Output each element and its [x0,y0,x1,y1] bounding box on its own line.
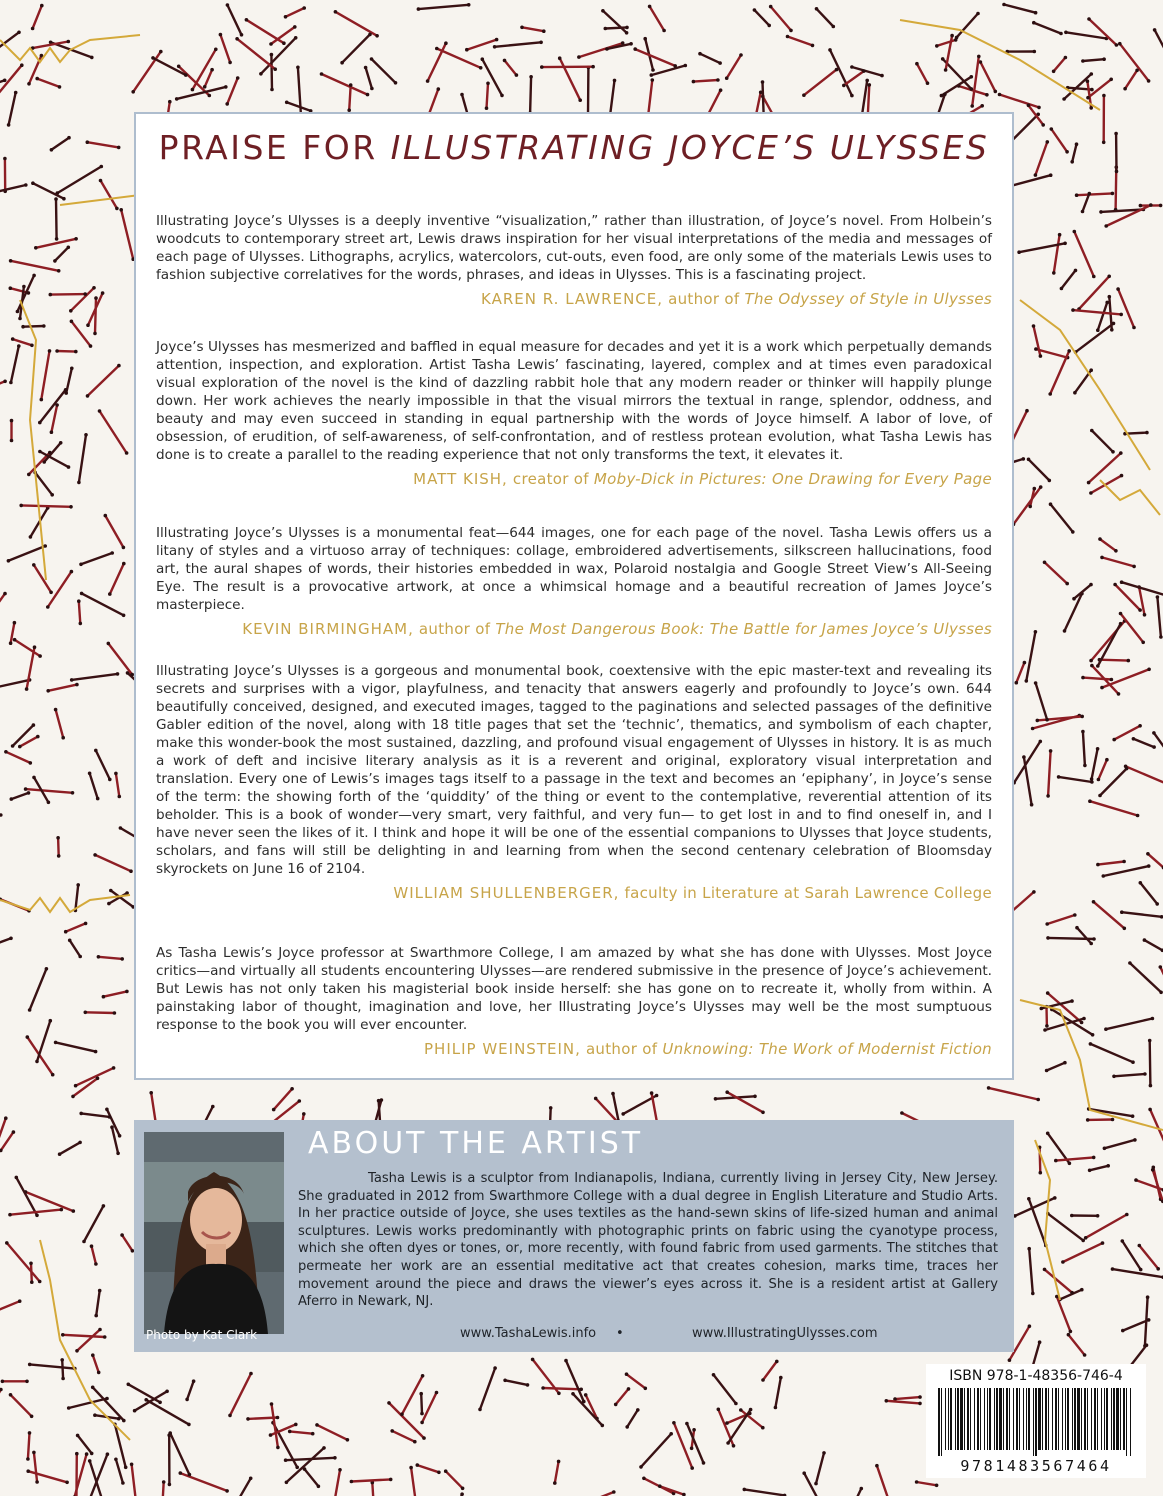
isbn-digits: 9781483567464 [960,1457,1112,1475]
review-text: Joyce’s Ulysses has mesmerized and baffled in equal measure for decades and yet it is a work which perpetually demands attention, inspection, and exploration. Artist Tasha Lewis’ fascinating, layered, complex and at times even paradoxical visual exploration of the novel is the kind of dazzling rabbit hole that any modern reader or thinker will happily plunge down. Her work achieves the nearly impossible in that the visual mirrors the textual in range, splendor, oddness, and beauty and may even succeed in standing in equal partnership with the words of Joyce himself. A labor of love, of obsession, of erudition, of self-awareness, of self-confrontation, and of restless protean evolution, what Tasha Lewis has done is to create a parallel to the reading experience that not only transforms the text, it elevates it. [156,339,992,463]
review-attribution: KEVIN BIRMINGHAM, author of The Most Dangerous Book: The Battle for James Joyce’s Ulysses [242,620,992,638]
isbn-label: ISBN 978-1-48356-746-4 [949,1368,1123,1384]
about-artist-title: ABOUT THE ARTIST [308,1126,644,1161]
review-attribution: PHILIP WEINSTEIN, author of Unknowing: The Work of Modernist Fiction [424,1040,992,1058]
review [156,944,992,1058]
artist-bio: Tasha Lewis is a sculptor from Indianapolis, Indiana, currently living in Jersey City, New Jersey. She graduated in 2012 from Swarthmore College with a dual degree in English Literature and Studio Arts. In her practice outside of Joyce, she uses textiles as the hand-sewn skins of life-sized human and animal sculptures. Lewis works predominantly with photographic prints on fabric using the cyanotype process, which she often dyes or tones, or, more recently, with found fabric from used garments. The stitches that permeate her work are an essential meditative act that creates cohesion, marks time, traces her movement around the piece and draws the viewer’s eyes across it. She is a resident artist at Gallery Aferro in Newark, NJ. [298,1171,998,1310]
review-text: Illustrating Joyce’s Ulysses is a gorgeous and monumental book, coextensive with the epic master-text and revealing its secrets and surprises with a vigor, playfulness, and tenacity that answers eagerly and profoundly to Joyce’s own. 644 beautifully conceived, designed, and executed images, tagged to the paginations and selected passages of the definitive Gabler edition of the novel, along with 18 title pages that set the ‘technic’, thematics, and symbolism of each chapter, make this wonder-book the most sustained, dazzling, and profound visual engagement of Ulysses in history. It is as much a work of deft and incisive literary analysis as it is a reverent and original, exploratory visual interpretation and translation. Every one of Lewis’s images tags itself to a passage in the text and becomes an ‘epiphany’, in Joyce’s sense of the term: the showing forth of the ‘quiddity’ of the thing or event to the contemplative, reverential attention of its beholder. This is a book of wonder—very smart, very faithful, and very fun— to get lost in and to find oneself in, and I have never seen the likes of it. I think and hope it will be one of the essential companions to Ulysses that Joyce students, scholars, and fans will still be delighting in and learning from when the second centenary celebration of Bloomsday skyrockets on June 16 of 2104. [156,663,992,877]
review-text: Illustrating Joyce’s Ulysses is a monumental feat—644 images, one for each page of the novel. Tasha Lewis offers us a litany of styles and a virtuoso array of techniques: collage, embroidered advertisements, silkscreen hallucinations, food art, the aural shapes of words, their histories embedded in wax, Polaroid nostalgia and Google Street View’s All-Seeing Eye. The result is a provocative artwork, at once a whimsical homage and a beautiful recreation of James Joyce’s masterpiece. [156,525,992,613]
about-artist-panel [134,1120,1014,1352]
link-separator: • [616,1326,624,1341]
review [156,338,992,488]
review [156,524,992,638]
praise-title: PRAISE FOR ILLUSTRATING JOYCE’S ULYSSES [158,128,990,167]
review-attribution: KAREN R. LAWRENCE, author of The Odyssey of Style in Ulysses [481,290,992,308]
review-text: Illustrating Joyce’s Ulysses is a deeply inventive “visualization,” rather than illustration, of Joyce’s novel. From Holbein’s woodcuts to contemporary street art, Lewis draws inspiration for her visual interpretations of the media and messages of each page of Ulysses. Lithographs, acrylics, watercolors, cut-outs, even food, are only some of the materials Lewis uses to fashion subjective correlatives for the words, phrases, and ideas in Ulysses. This is a fascinating project. [156,213,992,283]
barcode [934,1388,1138,1456]
review [156,212,992,308]
book-website-link[interactable]: www.IllustratingUlysses.com [692,1326,878,1341]
review-attribution: MATT KISH, creator of Moby-Dick in Pictures: One Drawing for Every Page [413,470,992,488]
artist-photo [144,1132,284,1334]
review [156,662,992,902]
photo-credit: Photo by Kat Clark [146,1328,258,1342]
isbn-barcode-block [926,1364,1146,1478]
review-attribution: WILLIAM SHULLENBERGER, faculty in Literature at Sarah Lawrence College [393,884,992,902]
artist-website-link[interactable]: www.TashaLewis.info [460,1326,597,1341]
review-text: As Tasha Lewis’s Joyce professor at Swarthmore College, I am amazed by what she has done with Ulysses. Most Joyce critics—and virtually all students encountering Ulysses—are rendered submissive in the presence of Joyce’s achievement. But Lewis has not only taken his magisterial book inside herself: she has gone on to recreate it, wholly from within. A painstaking labor of thought, imagination and love, her Illustrating Joyce’s Ulysses may well be the most sumptuous response to the book you will ever encounter. [156,945,992,1033]
praise-panel [134,112,1014,1080]
